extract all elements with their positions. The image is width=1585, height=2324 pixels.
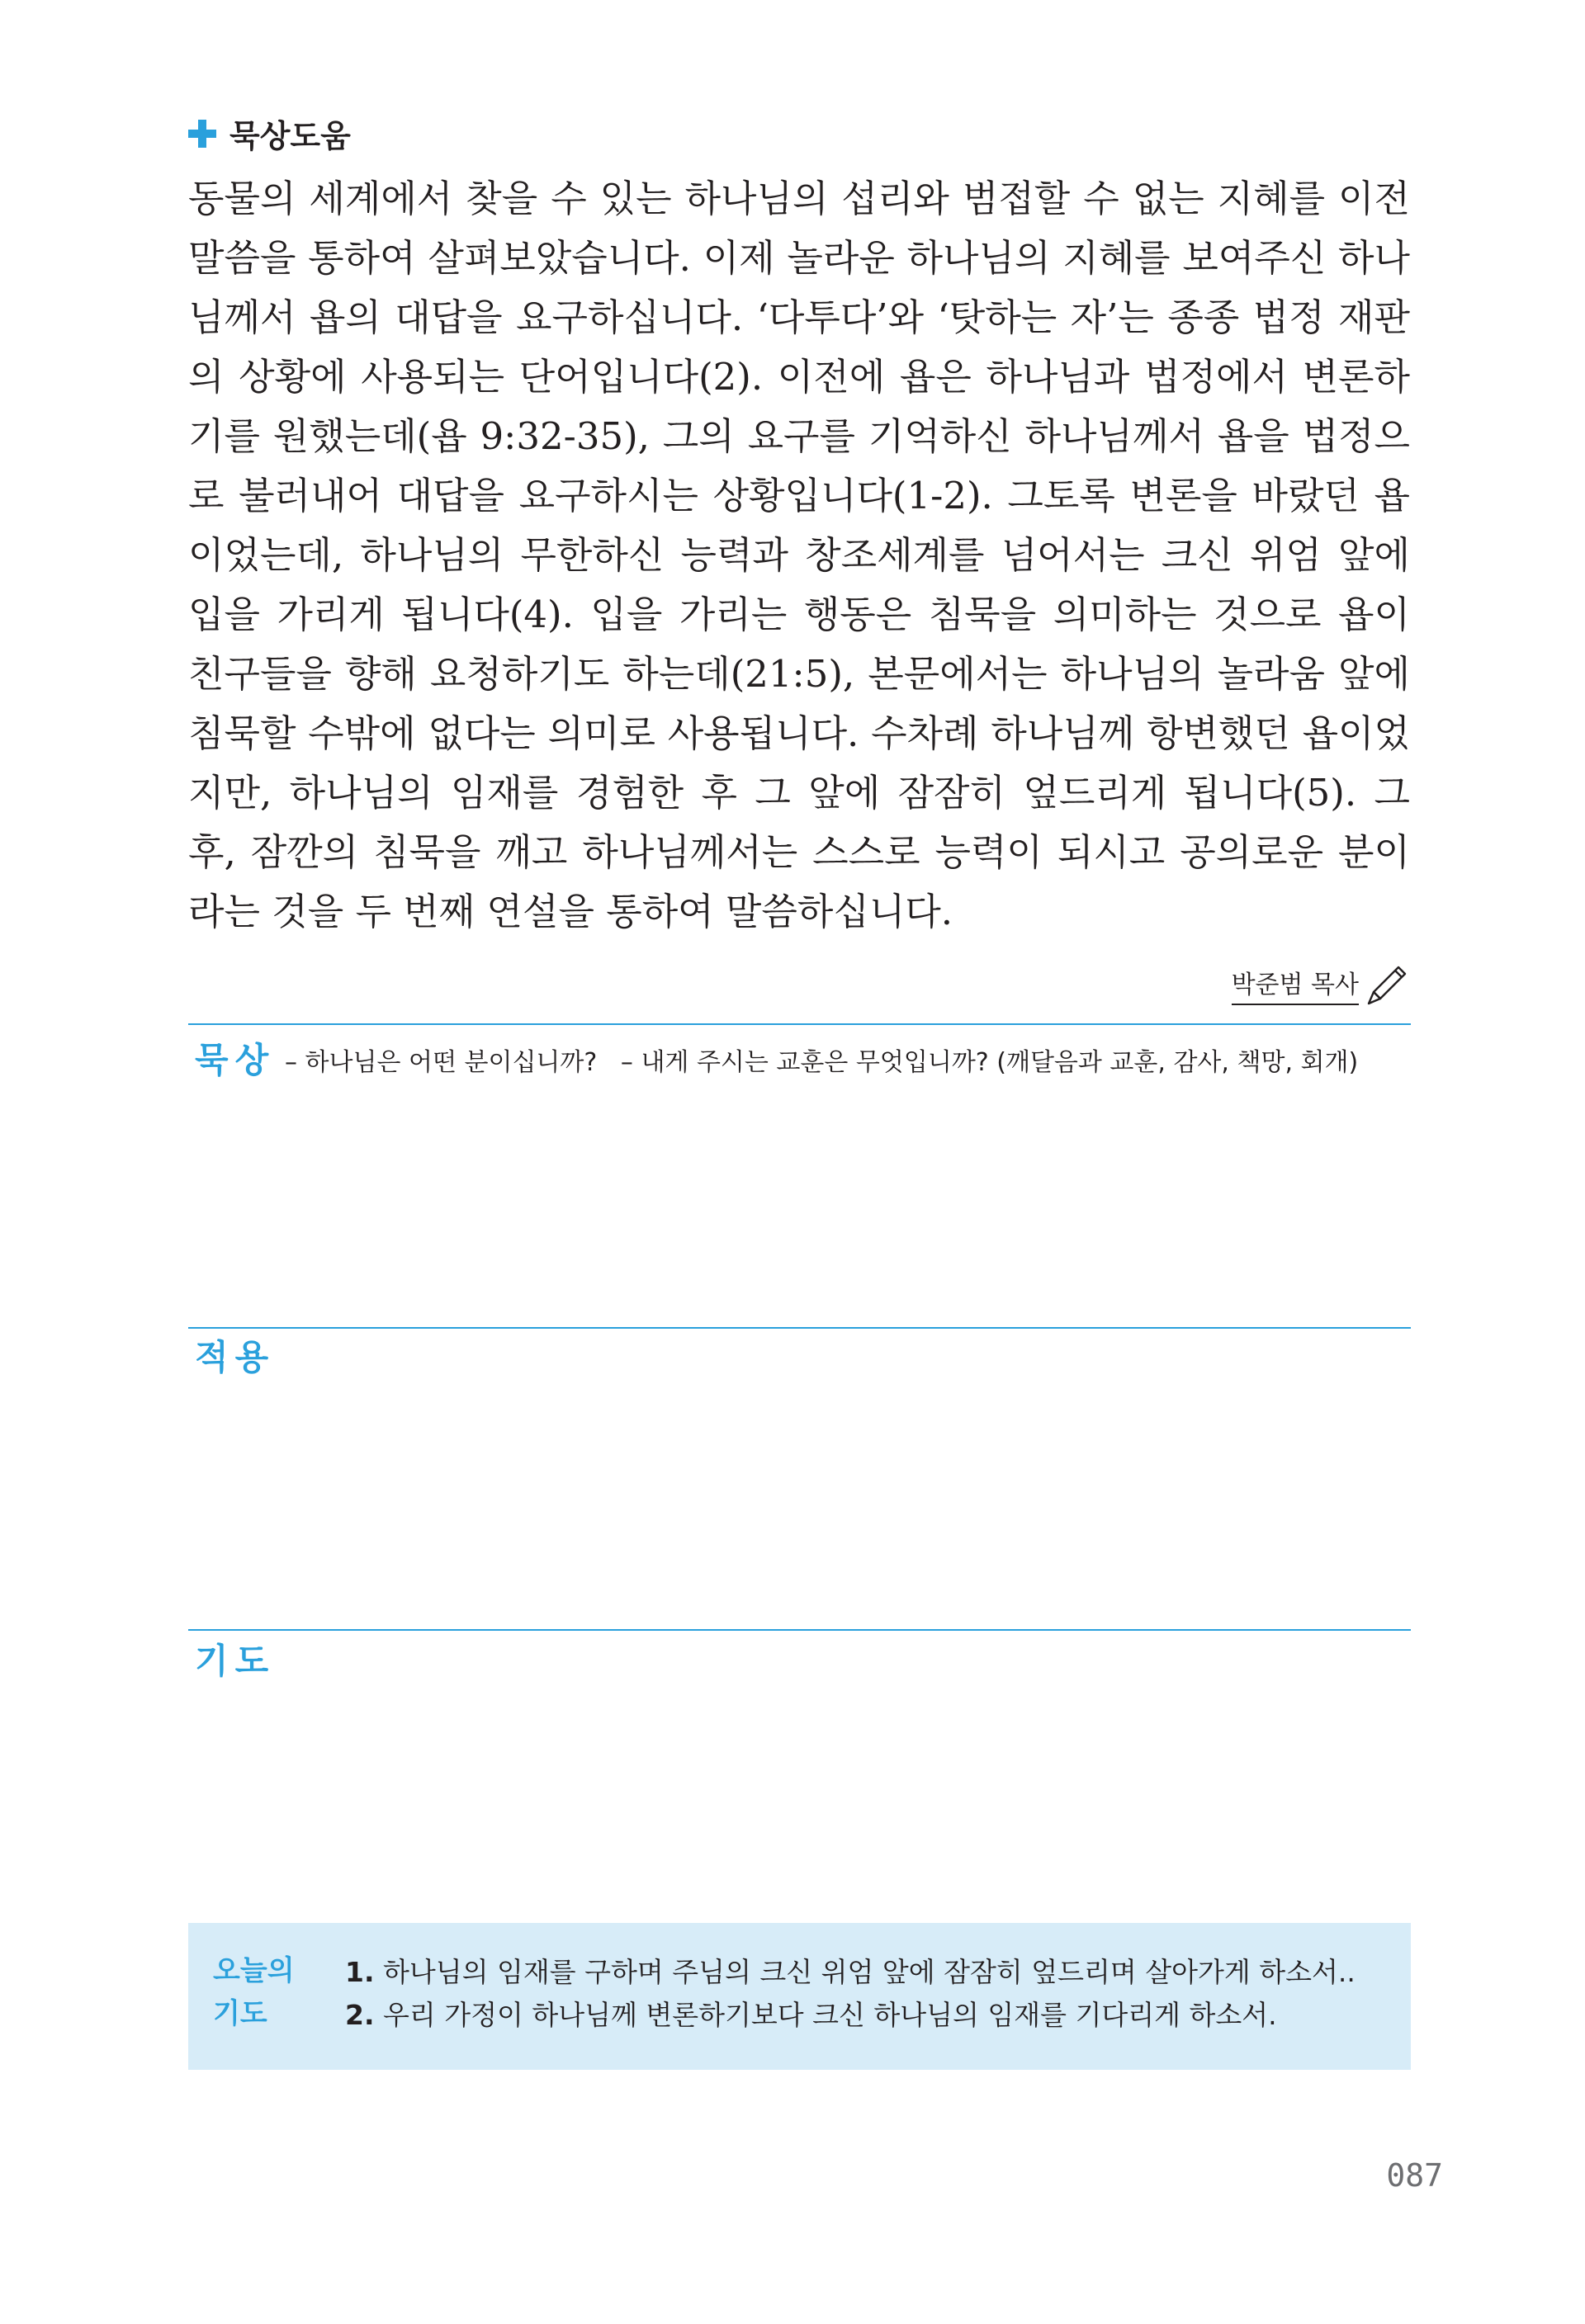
todays-prayer-list xyxy=(345,1951,1356,2037)
section-header xyxy=(188,111,351,156)
todays-prayer-label: 오늘의 기도 xyxy=(213,1954,295,2030)
prayer-label: 기도 xyxy=(195,1641,276,1681)
meditation-questions: – 하나님은 어떤 분이십니까? – 내게 주시는 교훈은 무엇입니까? (깨달음과 교훈, 감사, 책망, 회개) xyxy=(285,1048,1359,1077)
section-title: 묵상도움 xyxy=(229,118,351,154)
page-number: 087 xyxy=(1386,2157,1443,2194)
application-writing-area[interactable] xyxy=(188,1386,1411,1626)
todays-prayer-box xyxy=(188,1923,1411,2070)
prayer-item xyxy=(345,1951,1356,1994)
prayer-item-number: 1. xyxy=(345,1956,375,1988)
prayer-item-text: 하나님의 임재를 구하며 주님의 크신 위엄 앞에 잠잠히 엎드리며 살아가게 하소서.. xyxy=(383,1956,1356,1988)
plus-icon xyxy=(188,120,216,148)
prayer-item-text: 우리 가정이 하나님께 변론하기보다 크신 하나님의 임재를 기다리게 하소서. xyxy=(383,1999,1277,2031)
meditation-divider xyxy=(188,1023,1411,1025)
meditation-label: 묵상 xyxy=(195,1040,276,1080)
devotional-body-text: 동물의 세계에서 찾을 수 있는 하나님의 섭리와 범접할 수 없는 지혜를 이전 말씀을 통하여 살펴보았습니다. 이제 놀라운 하나님의 지혜를 보여주신 하나님께서 욥의 대답을 요구하십니다. ‘다투다’와 ‘탓하는 자’는 종종 법정 재판의 상황에 사용되는 단어입니다(2). 이전에 욥은 하나님과 법정에서 변론하기를 원했는데(욥 9:32-35), 그의 요구를 기억하신 하나님께서 욥을 법정으로 불러내어 대답을 요구하시는 상황입니다(1-2). 그토록 변론을 바랐던 욥이었는데, 하나님의 무한하신 능력과 창조세계를 넘어서는 크신 위엄 앞에 입을 가리게 됩니다(4). 입을 가리는 행동은 침묵을 의미하는 것으로 욥이 친구들을 향해 요청하기도 하는데(21:5), 본문에서는 하나님의 놀라움 앞에 침묵할 수밖에 없다는 의미로 사용됩니다. 수차례 하나님께 항변했던 욥이었지만, 하나님의 임재를 경험한 후 그 앞에 잠잠히 엎드리게 됩니다(5). 그 후, 잠깐의 침묵을 깨고 하나님께서는 스스로 능력이 되시고 공의로운 분이라는 것을 두 번째 연설을 통하여 말씀하십니다. xyxy=(188,177,1410,933)
application-divider xyxy=(188,1327,1411,1329)
application-label: 적용 xyxy=(195,1337,276,1377)
author-name: 박준범 목사 xyxy=(1232,971,1359,1005)
meditation-writing-area[interactable] xyxy=(188,1089,1411,1320)
prayer-item xyxy=(345,1994,1356,2037)
prayer-writing-area[interactable] xyxy=(188,1688,1411,1911)
prayer-divider xyxy=(188,1629,1411,1631)
author-signature xyxy=(1232,956,1412,1005)
prayer-item-number: 2. xyxy=(345,1999,375,2031)
pencil-icon xyxy=(1362,956,1412,1005)
